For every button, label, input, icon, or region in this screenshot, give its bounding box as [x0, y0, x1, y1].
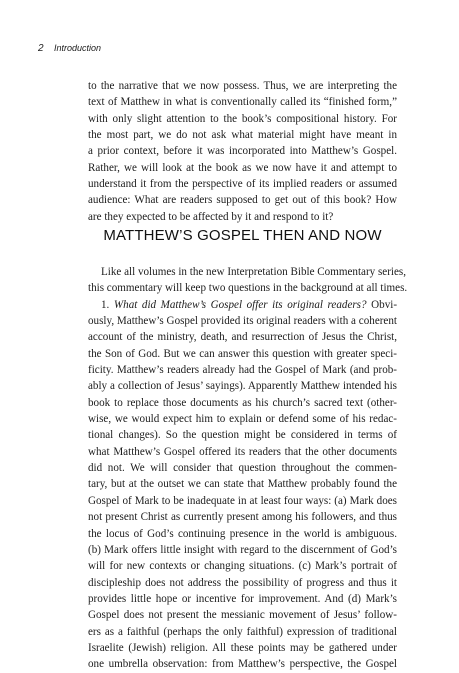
text-line: Israelite (Jewish) religion. All these points may be gathered under	[88, 641, 397, 654]
question-number: 1.	[101, 298, 114, 311]
running-head	[38, 43, 101, 55]
text-line: Rather, we will look at the book as we now have it and attempt to	[88, 161, 397, 174]
text-line: understand it from the perspective of its implied readers or assumed	[88, 178, 397, 191]
text-line: book to replace those documents as his church’s sacred text (other-	[88, 396, 397, 409]
paragraph-intro-continuation	[88, 78, 397, 225]
text-line: Gospel of Mark to be inadequate in at least four ways: (a) Mark does	[88, 494, 397, 507]
question-line	[88, 297, 397, 313]
text-line: ers as a faithful (perhaps the only faithful) expression of traditional	[88, 625, 397, 638]
text-line: not present Christ as currently present among his followers, and thus	[88, 511, 397, 524]
question-text: What did Matthew’s Gospel offer its original readers?	[113, 298, 367, 311]
text-line: ficity. Matthew’s readers already had the Gospel of Mark (and prob-	[88, 364, 397, 377]
text-line: ously, Matthew’s Gospel provided its original readers with a coherent	[88, 315, 397, 328]
text-line: Gospel does not present the messianic movement of Jesus’ follow-	[88, 609, 397, 622]
text-line: provides little hope or incentive for improvement. And (d) Mark’s	[88, 592, 397, 605]
paragraph-then-and-now	[88, 264, 408, 673]
text-line: to the narrative that we now possess. Thus, we are interpreting the	[88, 80, 397, 92]
running-head-section: Introduction	[53, 43, 101, 53]
question-continuation: Obvi-	[366, 298, 398, 311]
text-line: the locus of God’s continuing presence in the world is ambiguous.	[88, 527, 397, 540]
text-line: tary, but at the outset we can state that Matthew probably found the	[88, 478, 397, 491]
text-line: will for new contexts or changing situations. (c) Mark’s portrait of	[88, 560, 397, 573]
text-line: audience: What are readers supposed to get out of this book? How	[88, 194, 397, 207]
text-line: the most part, we do not ask what material might have meant in	[88, 129, 397, 142]
text-line: discipleship does not address the possibility of progress and thus it	[88, 576, 397, 589]
text-line: ably a collection of Jesus’ sayings). Apparently Matthew intended his	[88, 380, 397, 393]
section-heading: MATTHEW’S GOSPEL THEN AND NOW	[103, 227, 382, 244]
text-line: text of Matthew in what is conventionally called its “finished form,”	[88, 96, 397, 109]
text-line: account of the ministry, death, and resurrection of Jesus the Christ,	[88, 331, 397, 344]
page-number: 2	[38, 43, 44, 54]
text-line: what Matthew’s Gospel offered its readers that the other documents	[88, 445, 397, 458]
text-line: are they expected to be affected by it and respond to it?	[88, 210, 334, 223]
text-line: tional changes). So the question might be considered in terms of	[88, 429, 397, 442]
text-line: this commentary will keep two questions in the background at all times.	[88, 282, 408, 295]
text-line: the Son of God. But we can answer this question with greater speci-	[88, 347, 397, 360]
text-line: wise, we would expect him to explain or defend some of his redac-	[88, 413, 397, 426]
text-line: one umbrella observation: from Matthew’s perspective, the Gospel	[88, 658, 397, 671]
text-line: (b) Mark offers little insight with regard to the discernment of God’s	[88, 543, 397, 556]
text-line: with only slight attention to the book’s compositional history. For	[88, 112, 397, 125]
text-line: a prior context, before it was incorporated into Matthew’s Gospel.	[88, 145, 397, 158]
text-line: did not. We will consider that question throughout the commen-	[88, 462, 397, 475]
text-line: Like all volumes in the new Interpretation Bible Commentary series,	[101, 266, 406, 278]
